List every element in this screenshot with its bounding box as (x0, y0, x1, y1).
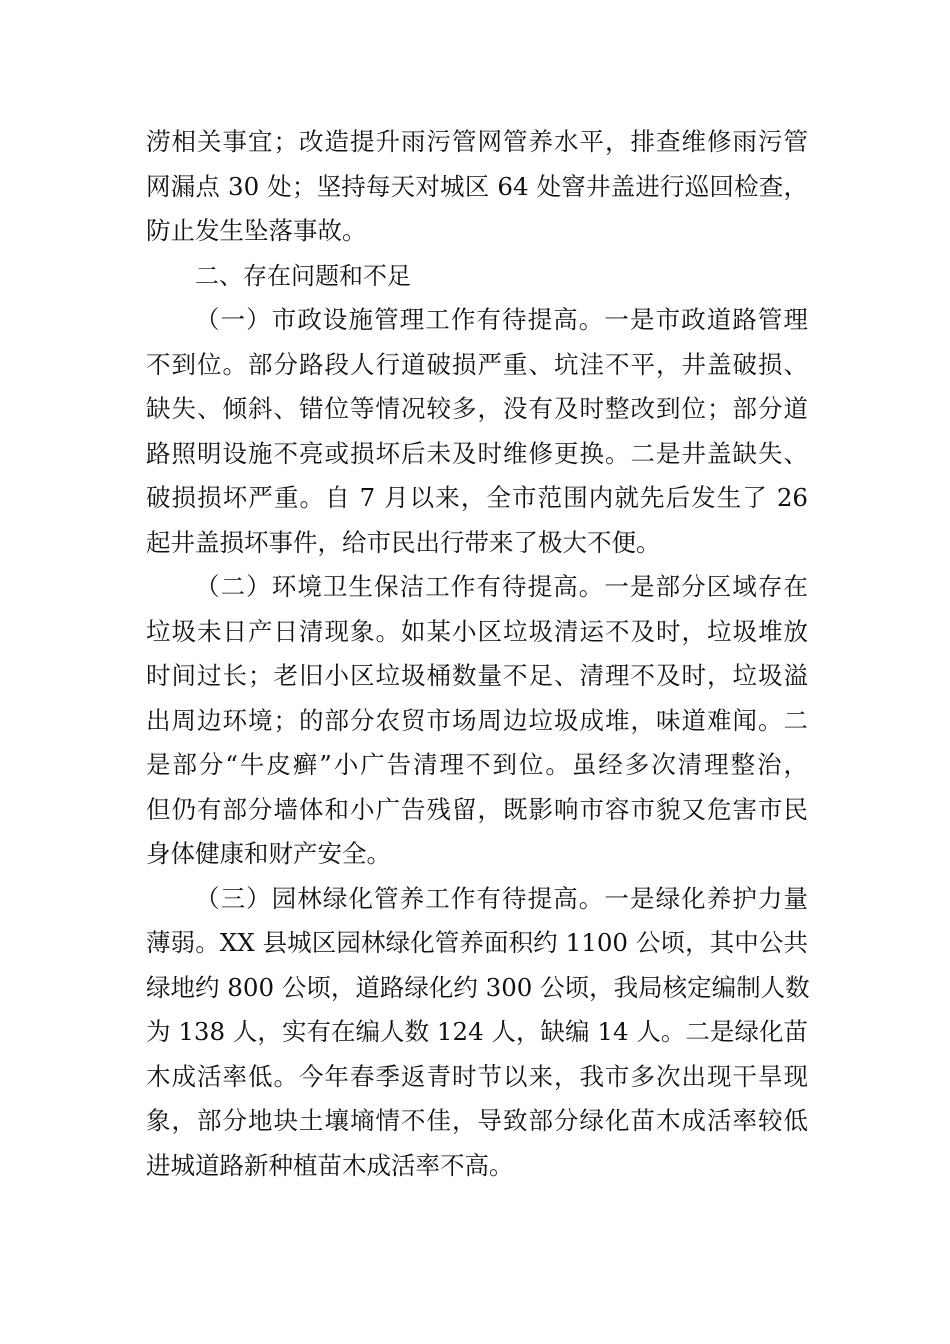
paragraph-2-line: 身体健康和财产安全。 (146, 839, 391, 868)
paragraph-3-line: 木成活率低。今年春季返青时节以来，我市多次出现干旱现 (146, 1061, 808, 1091)
paragraph-3-line: 为 138 人，实有在编人数 124 人，缺编 14 人。二是绿化苗 (146, 1017, 808, 1046)
paragraph-1-line: 不到位。部分路段人行道破损严重、坑洼不平，井盖破损、 (146, 349, 808, 379)
paragraph-2-line: 垃圾未日产日清现象。如某小区垃圾清运不及时，垃圾堆放 (146, 616, 808, 646)
paragraph-2-line: 出周边环境；的部分农贸市场周边垃圾成堆，味道难闻。二 (146, 705, 808, 735)
paragraph-1-line: 缺失、倾斜、错位等情况较多，没有及时整改到位；部分道 (146, 394, 808, 423)
paragraph-2-line: 但仍有部分墙体和小广告残留，既影响市容市貌又危害市民 (146, 794, 808, 824)
paragraph-1-line: 起井盖损坏事件，给市民出行带来了极大不便。 (146, 527, 661, 557)
paragraph-2-line: （二）环境卫生保洁工作有待提高。一是部分区域存在 (195, 572, 808, 601)
section-heading: 二、存在问题和不足 (195, 261, 411, 290)
document-body (146, 120, 808, 1188)
body-text-line: 网漏点 30 处；坚持每天对城区 64 处窨井盖进行巡回检查， (146, 171, 808, 201)
paragraph-3-line: 进城道路新种植苗木成活率不高。 (146, 1150, 514, 1180)
paragraph-1-line: 破损损坏严重。自 7 月以来，全市范围内就先后发生了 26 (146, 483, 808, 512)
paragraph-1-line: 路照明设施不亮或损坏后未及时维修更换。二是井盖缺失、 (146, 438, 808, 468)
paragraph-3-line: 象，部分地块土壤墒情不佳，导致部分绿化苗木成活率较低 (146, 1106, 808, 1135)
paragraph-1-line: （一）市政设施管理工作有待提高。一是市政道路管理 (195, 305, 808, 334)
body-text-line: 防止发生坠落事故。 (146, 216, 367, 245)
paragraph-2-line: 时间过长；老旧小区垃圾桶数量不足、清理不及时，垃圾溢 (146, 661, 808, 690)
paragraph-3-line: 薄弱。XX 县城区园林绿化管养面积约 1100 公顷，其中公共 (146, 928, 808, 957)
paragraph-3-line: 绿地约 800 公顷，道路绿化约 300 公顷，我局核定编制人数 (146, 972, 810, 1002)
body-text-line: 涝相关事宜；改造提升雨污管网管养水平，排查维修雨污管 (146, 127, 808, 156)
paragraph-2-line: 是部分“牛皮癣”小广告清理不到位。虽经多次清理整治， (146, 750, 808, 779)
paragraph-3-line: （三）园林绿化管养工作有待提高。一是绿化养护力量 (195, 883, 808, 913)
